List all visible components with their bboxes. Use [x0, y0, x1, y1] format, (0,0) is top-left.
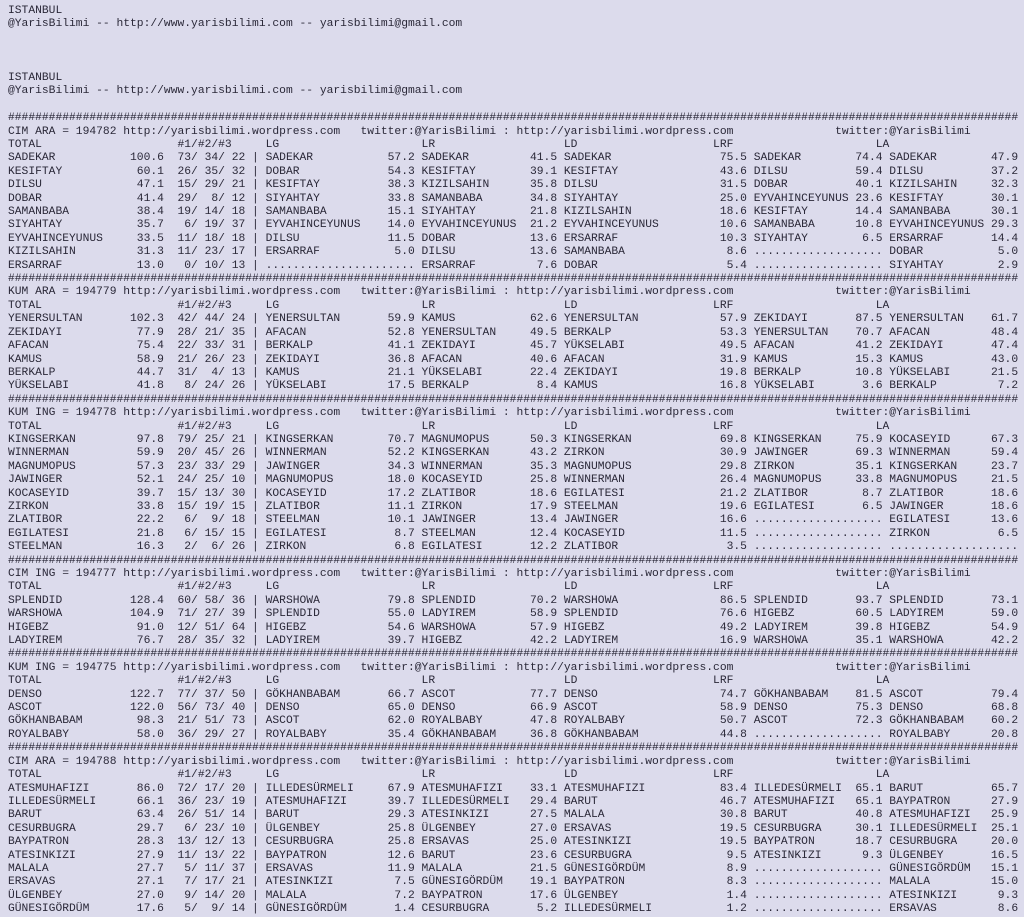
table-row: KINGSERKAN 97.8 79/ 25/ 21 | KINGSERKAN 70.7 MAGNUMOPUS 50.3 KINGSERKAN 69.8 KINGSERKAN 75.9 KOCASEYID 67.3: [8, 433, 1019, 446]
blank-line: [8, 59, 1024, 72]
table-row: GÜNESIGÖRDÜM 17.6 5/ 9/ 14 | GÜNESIGÖRDÜM 1.4 CESURBUGRA 5.2 ILLEDESÜRMELI 1.2 ................... ERSAVAS 8.6: [8, 903, 1019, 916]
blank-line: [8, 45, 1024, 58]
section-title-line: KUM ING = 194775 http://yarisbilimi.wordpress.com twitter:@YarisBilimi : http://yarisbilimi.wordpress.com twitter:@YarisBilimi: [8, 661, 971, 674]
table-header-line: TOTAL #1/#2/#3 LG LR LD LRF LA: [8, 299, 890, 312]
table-header-line: TOTAL #1/#2/#3 LG LR LD LRF LA: [8, 581, 890, 594]
table-row: SAMANBABA 38.4 19/ 14/ 18 | SAMANBABA 15.1 SIYAHTAY 21.8 KIZILSAHIN 18.6 KESIFTAY 14.4 SAMANBABA 30.1: [8, 206, 1019, 219]
table-row: HIGEBZ 91.0 12/ 51/ 64 | HIGEBZ 54.6 WARSHOWA 57.9 HIGEBZ 49.2 LADYIREM 39.8 HIGEBZ 54.9: [8, 621, 1019, 634]
table-row: SIYAHTAY 35.7 6/ 19/ 37 | EYVAHINCEYUNUS 14.0 EYVAHINCEYUNUS 21.2 EYVAHINCEYUNUS 10.6 SAMANBABA 10.8 EYVAHINCEYUNUS 29.3: [8, 219, 1019, 232]
table-header-line: TOTAL #1/#2/#3 LG LR LD LRF LA: [8, 675, 890, 688]
section-title-line: KUM ING = 194778 http://yarisbilimi.wordpress.com twitter:@YarisBilimi : http://yarisbilimi.wordpress.com twitter:@YarisBilimi: [8, 407, 971, 420]
table-row: WINNERMAN 59.9 20/ 45/ 26 | WINNERMAN 52.2 KINGSERKAN 43.2 ZIRKON 30.9 JAWINGER 69.3 WINNERMAN 59.4: [8, 447, 1019, 460]
table-row: DENSO 122.7 77/ 37/ 50 | GÖKHANBABAM 66.7 ASCOT 77.7 DENSO 74.7 GÖKHANBABAM 81.5 ASCOT 79.4: [8, 688, 1019, 701]
section-separator: #####################################################################################################################################################: [8, 112, 1019, 125]
table-row: DILSU 47.1 15/ 29/ 21 | KESIFTAY 38.3 KIZILSAHIN 35.8 DILSU 31.5 DOBAR 40.1 KIZILSAHIN 32.3: [8, 179, 1019, 192]
table-row: MAGNUMOPUS 57.3 23/ 33/ 29 | JAWINGER 34.3 WINNERMAN 35.3 MAGNUMOPUS 29.8 ZIRKON 35.1 KINGSERKAN 23.7: [8, 460, 1019, 473]
table-row: YENERSULTAN 102.3 42/ 44/ 24 | YENERSULTAN 59.9 KAMUS 62.6 YENERSULTAN 57.9 ZEKIDAYI 87.5 YENERSULTAN 61.7: [8, 313, 1019, 326]
section-separator: #####################################################################################################################################################: [8, 742, 1019, 755]
table-row: ERSAVAS 27.1 7/ 17/ 21 | ATESINKIZI 7.5 GÜNESIGÖRDÜM 19.1 BAYPATRON 8.3 ................... MALALA 15.0: [8, 876, 1019, 889]
section-separator: #####################################################################################################################################################: [8, 554, 1019, 567]
table-row: KAMUS 58.9 21/ 26/ 23 | ZEKIDAYI 36.8 AFACAN 40.6 AFACAN 31.9 KAMUS 15.3 KAMUS 43.0: [8, 353, 1019, 366]
table-row: MALALA 27.7 5/ 11/ 37 | ERSAVAS 11.9 MALALA 21.5 GÜNESIGÖRDÜM 8.9 ................... GÜNESIGÖRDÜM 15.1: [8, 862, 1019, 875]
table-row: KIZILSAHIN 31.3 11/ 23/ 17 | ERSARRAF 5.0 DILSU 13.6 SAMANBABA 8.6 ................... DOBAR 5.0: [8, 246, 1019, 259]
terminal-output: [8, 5, 1024, 917]
table-row: ÜLGENBEY 27.0 9/ 14/ 20 | MALALA 7.2 BAYPATRON 17.6 ÜLGENBEY 1.4 ................... ATESINKIZI 9.3: [8, 889, 1019, 902]
table-row: ZIRKON 33.8 15/ 19/ 15 | ZLATIBOR 11.1 ZIRKON 17.9 STEELMAN 19.6 EGILATESI 6.5 JAWINGER 18.6: [8, 500, 1019, 513]
section-title-line: CIM ING = 194777 http://yarisbilimi.wordpress.com twitter:@YarisBilimi : http://yarisbilimi.wordpress.com twitter:@YarisBilimi: [8, 568, 971, 580]
table-row: KESIFTAY 60.1 26/ 35/ 32 | DOBAR 54.3 KESIFTAY 39.1 KESIFTAY 43.6 DILSU 59.4 DILSU 37.2: [8, 165, 1019, 178]
table-row: SPLENDID 128.4 60/ 58/ 36 | WARSHOWA 79.8 SPLENDID 70.2 WARSHOWA 86.5 SPLENDID 93.7 SPLENDID 73.1: [8, 594, 1019, 607]
table-row: STEELMAN 16.3 2/ 6/ 26 | ZIRKON 6.8 EGILATESI 12.2 ZLATIBOR 3.5 ................... ...................: [8, 541, 1019, 554]
blank-line: [8, 32, 1024, 45]
table-row: SADEKAR 100.6 73/ 34/ 22 | SADEKAR 57.2 SADEKAR 41.5 SADEKAR 75.5 SADEKAR 74.4 SADEKAR 47.9: [8, 152, 1019, 165]
table-header-line: TOTAL #1/#2/#3 LG LR LD LRF LA: [8, 139, 890, 151]
table-row: GÖKHANBABAM 98.3 21/ 51/ 73 | ASCOT 62.0 ROYALBABY 47.8 ROYALBABY 50.7 ASCOT 72.3 GÖKHANBABAM 60.2: [8, 715, 1019, 728]
table-row: DOBAR 41.4 29/ 8/ 12 | SIYAHTAY 33.8 SAMANBABA 34.8 SIYAHTAY 25.0 EYVAHINCEYUNUS 23.6 KESIFTAY 30.1: [8, 192, 1019, 205]
table-row: BERKALP 44.7 31/ 4/ 13 | KAMUS 21.1 YÜKSELABI 22.4 ZEKIDAYI 19.8 BERKALP 10.8 YÜKSELABI 21.5: [8, 366, 1019, 379]
section-title-line: CIM ARA = 194788 http://yarisbilimi.wordpress.com twitter:@YarisBilimi : http://yarisbilimi.wordpress.com twitter:@YarisBilimi: [8, 755, 971, 768]
table-row: CESURBUGRA 29.7 6/ 23/ 10 | ÜLGENBEY 25.8 ÜLGENBEY 27.0 ERSAVAS 19.5 CESURBUGRA 30.1 ILLEDESÜRMELI 25.1: [8, 822, 1019, 835]
table-row: WARSHOWA 104.9 71/ 27/ 39 | SPLENDID 55.0 LADYIREM 58.9 SPLENDID 76.6 HIGEBZ 60.5 LADYIREM 59.0: [8, 608, 1019, 621]
masthead-location-line: ISTANBUL: [8, 5, 63, 17]
table-row: ROYALBABY 58.0 36/ 29/ 27 | ROYALBABY 35.4 GÖKHANBABAM 36.8 GÖKHANBABAM 44.8 ................... ROYALBABY 20.8: [8, 728, 1019, 741]
table-header-line: TOTAL #1/#2/#3 LG LR LD LRF LA: [8, 769, 890, 782]
section-separator: #####################################################################################################################################################: [8, 273, 1019, 286]
table-row: ZEKIDAYI 77.9 28/ 21/ 35 | AFACAN 52.8 YENERSULTAN 49.5 BERKALP 53.3 YENERSULTAN 70.7 AFACAN 48.4: [8, 326, 1019, 339]
table-row: YÜKSELABI 41.8 8/ 24/ 26 | YÜKSELABI 17.5 BERKALP 8.4 KAMUS 16.8 YÜKSELABI 3.6 BERKALP 7.2: [8, 380, 1019, 393]
masthead-contact-line: @YarisBilimi -- http://www.yarisbilimi.com -- yarisbilimi@gmail.com: [8, 85, 463, 98]
table-row: ATESMUHAFIZI 86.0 72/ 17/ 20 | ILLEDESÜRMELI 67.9 ATESMUHAFIZI 33.1 ATESMUHAFIZI 83.4 ILLEDESÜRMELI 65.1 BARUT 65.7: [8, 782, 1019, 795]
blank-line: [8, 99, 1024, 112]
table-row: LADYIREM 76.7 28/ 35/ 32 | LADYIREM 39.7 HIGEBZ 42.2 LADYIREM 16.9 WARSHOWA 35.1 WARSHOWA 42.2: [8, 635, 1019, 648]
section-separator: #####################################################################################################################################################: [8, 393, 1019, 406]
table-row: ATESINKIZI 27.9 11/ 13/ 22 | BAYPATRON 12.6 BARUT 23.6 CESURBUGRA 9.5 ATESINKIZI 9.3 ÜLGENBEY 16.5: [8, 849, 1019, 862]
section-separator: #####################################################################################################################################################: [8, 648, 1019, 661]
section-title-line: CIM ARA = 194782 http://yarisbilimi.wordpress.com twitter:@YarisBilimi : http://yarisbilimi.wordpress.com twitter:@YarisBilimi: [8, 125, 971, 138]
table-row: JAWINGER 52.1 24/ 25/ 10 | MAGNUMOPUS 18.0 KOCASEYID 25.8 WINNERMAN 26.4 MAGNUMOPUS 33.8 MAGNUMOPUS 21.5: [8, 474, 1019, 487]
table-row: ERSARRAF 13.0 0/ 10/ 13 | ...................... ERSARRAF 7.6 DOBAR 5.4 ................... SIYAHTAY 2.9: [8, 259, 1019, 272]
masthead-contact-line: @YarisBilimi -- http://www.yarisbilimi.com -- yarisbilimi@gmail.com: [8, 18, 463, 31]
table-header-line: TOTAL #1/#2/#3 LG LR LD LRF LA: [8, 420, 890, 433]
table-row: ILLEDESÜRMELI 66.1 36/ 23/ 19 | ATESMUHAFIZI 39.7 ILLEDESÜRMELI 29.4 BARUT 46.7 ATESMUHAFIZI 65.1 BAYPATRON 27.9: [8, 795, 1019, 808]
table-row: EYVAHINCEYUNUS 33.5 11/ 18/ 18 | DILSU 11.5 DOBAR 13.6 ERSARRAF 10.3 SIYAHTAY 6.5 ERSARRAF 14.4: [8, 232, 1019, 245]
table-row: BARUT 63.4 26/ 51/ 14 | BARUT 29.3 ATESINKIZI 27.5 MALALA 30.8 BARUT 40.8 ATESMUHAFIZI 25.9: [8, 809, 1019, 822]
table-row: KOCASEYID 39.7 15/ 13/ 30 | KOCASEYID 17.2 ZLATIBOR 18.6 EGILATESI 21.2 ZLATIBOR 8.7 ZLATIBOR 18.6: [8, 487, 1019, 500]
table-row: EGILATESI 21.8 6/ 15/ 15 | EGILATESI 8.7 STEELMAN 12.4 KOCASEYID 11.5 ................... ZIRKON 6.5: [8, 527, 1019, 540]
masthead-location-line: ISTANBUL: [8, 71, 63, 84]
table-row: ZLATIBOR 22.2 6/ 9/ 18 | STEELMAN 10.1 JAWINGER 13.4 JAWINGER 16.6 ................... EGILATESI 13.6: [8, 514, 1019, 527]
section-title-line: KUM ARA = 194779 http://yarisbilimi.wordpress.com twitter:@YarisBilimi : http://yarisbilimi.wordpress.com twitter:@YarisBilimi: [8, 286, 971, 299]
table-row: BAYPATRON 28.3 13/ 12/ 13 | CESURBUGRA 25.8 ERSAVAS 25.0 ATESINKIZI 19.5 BAYPATRON 18.7 CESURBUGRA 20.0: [8, 836, 1019, 849]
table-row: ASCOT 122.0 56/ 73/ 40 | DENSO 65.0 DENSO 66.9 ASCOT 58.9 DENSO 75.3 DENSO 68.8: [8, 702, 1019, 715]
table-row: AFACAN 75.4 22/ 33/ 31 | BERKALP 41.1 ZEKIDAYI 45.7 YÜKSELABI 49.5 AFACAN 41.2 ZEKIDAYI 47.4: [8, 340, 1019, 353]
